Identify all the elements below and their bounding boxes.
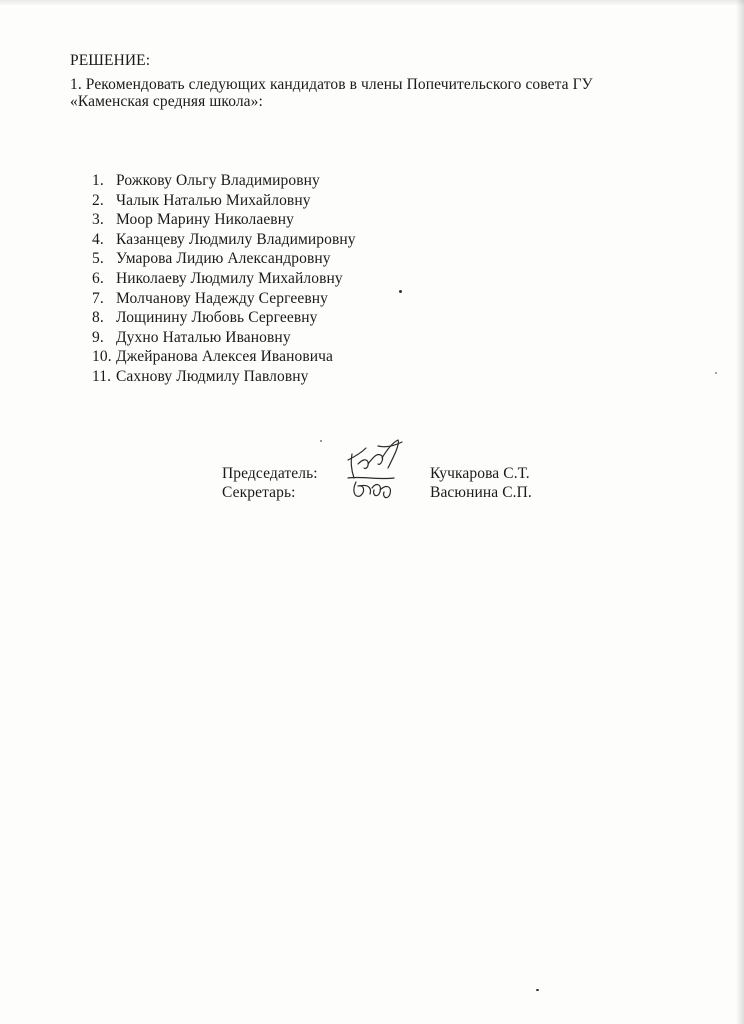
signature-block: [222, 465, 582, 505]
candidate-name: Умарова Лидию Александровну: [115, 250, 331, 268]
secretary-row: [222, 484, 582, 502]
candidate-number: 2.: [92, 191, 104, 209]
candidate-name: Казанцеву Людмилу Владимировну: [115, 230, 356, 248]
candidate-item: [92, 309, 356, 329]
decision-paragraph: [70, 76, 670, 110]
candidate-name: Моор Марину Николаевну: [115, 211, 294, 229]
candidate-number: 6.: [92, 269, 104, 287]
scan-speck: [399, 290, 402, 293]
candidate-name: Духно Наталью Ивановну: [115, 328, 291, 346]
scan-speck: [320, 440, 322, 442]
candidate-item: [92, 329, 356, 349]
candidate-item: [92, 231, 356, 251]
candidate-item: [92, 348, 356, 368]
candidate-number: 5.: [92, 250, 104, 268]
candidate-name: Николаеву Людмилу Михайловну: [115, 269, 343, 287]
candidate-number: 3.: [92, 211, 104, 229]
chair-row: [222, 465, 582, 483]
candidate-item: [92, 211, 356, 231]
candidate-number: 8.: [92, 309, 104, 327]
candidates-list: [92, 172, 356, 388]
chair-name: Кучкарова С.Т.: [430, 465, 530, 482]
chair-role: Председатель:: [222, 465, 318, 482]
candidate-name: Джейранова Алексея Ивановича: [115, 348, 334, 366]
scan-edge-top: [0, 0, 744, 6]
decision-heading: РЕШЕНИЕ:: [70, 52, 151, 69]
secretary-role: Секретарь:: [222, 484, 296, 501]
candidate-name: Молчанову Надежду Сергеевну: [115, 289, 328, 307]
candidate-number: 1.: [92, 172, 104, 189]
candidate-number: 10.: [92, 348, 112, 366]
candidate-name: Лощинину Любовь Сергеевну: [115, 309, 318, 327]
decision-paragraph-line-1: 1. Рекомендовать следующих кандидатов в члены Попечительского совета ГУ: [70, 76, 593, 93]
candidate-number: 9.: [92, 328, 104, 346]
candidate-number: 7.: [92, 289, 104, 307]
candidate-item: [92, 250, 356, 270]
candidate-name: Рожкову Ольгу Владимировну: [115, 172, 320, 189]
candidate-item: [92, 270, 356, 290]
decision-paragraph-line-2: «Каменская средняя школа»:: [70, 93, 263, 110]
candidate-item: [92, 290, 356, 310]
candidate-number: 11.: [92, 367, 112, 385]
scan-edge-right: [736, 0, 744, 1024]
scan-speck: [536, 989, 539, 991]
scan-speck: [715, 372, 717, 374]
candidate-name: Сахнову Людмилу Павловну: [115, 367, 309, 385]
candidate-item: [92, 368, 356, 388]
candidate-name: Чалык Наталью Михайловну: [115, 191, 311, 209]
candidate-number: 4.: [92, 230, 104, 248]
secretary-name: Васюнина С.П.: [430, 484, 532, 501]
candidate-item: [92, 172, 356, 192]
candidate-item: [92, 192, 356, 212]
